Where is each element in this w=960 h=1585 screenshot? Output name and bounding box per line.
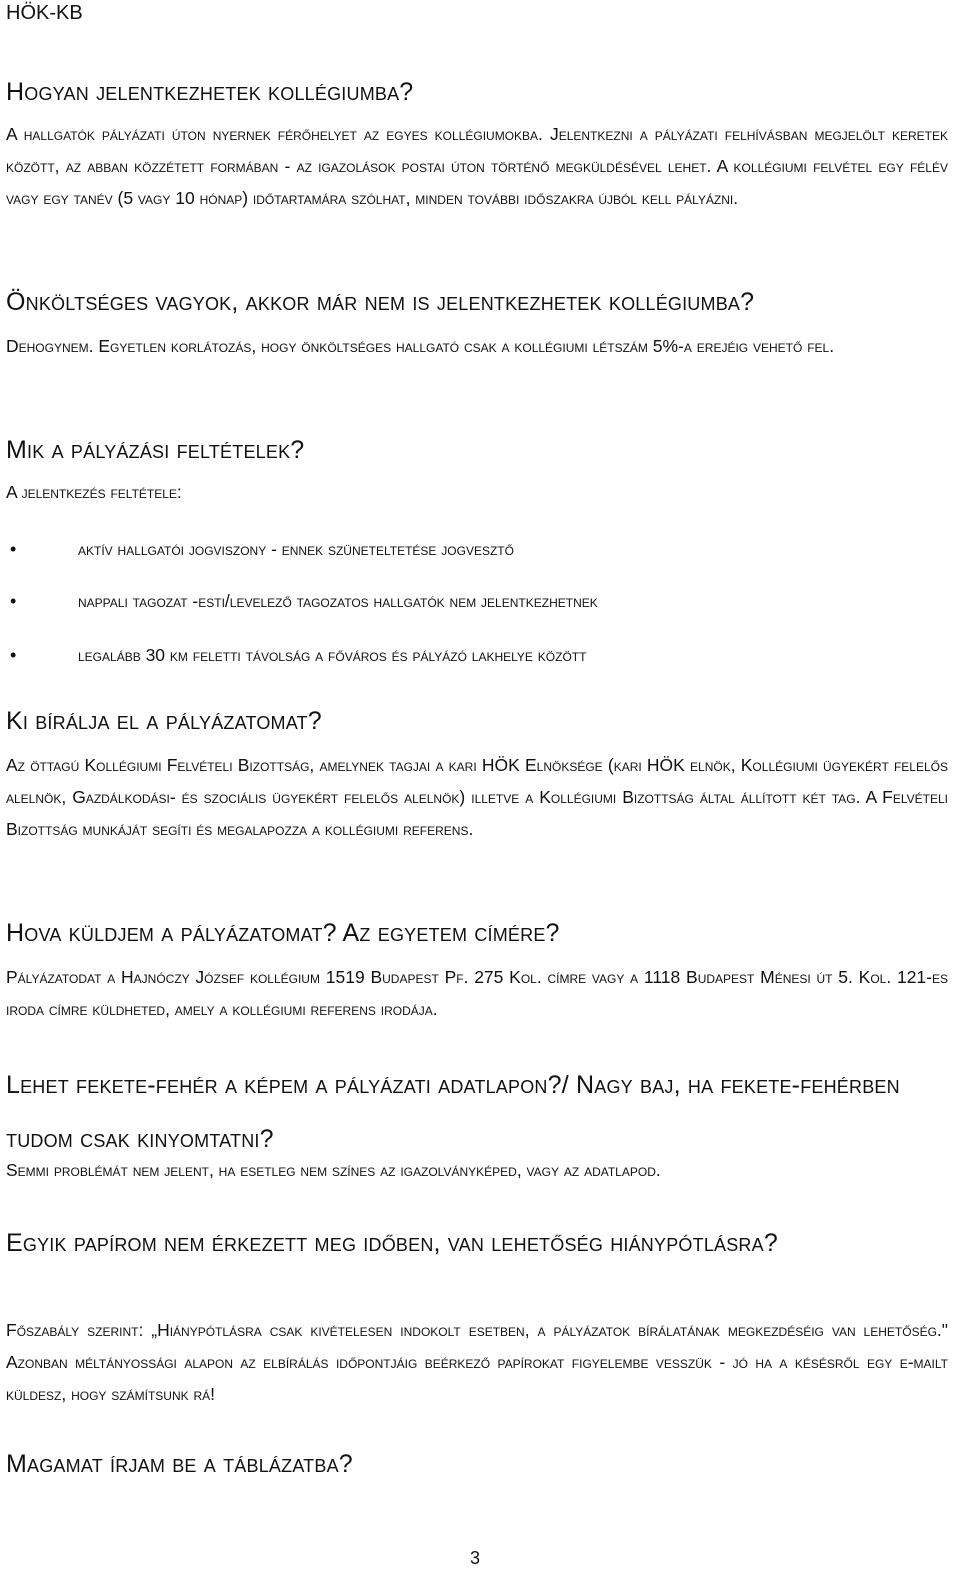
section-body-2: Dehogynem. Egyetlen korlátozás, hogy önköltséges hallgató csak a kollégiumi létszám 5%-a erejéig vehető fel. [6, 336, 835, 356]
list-item-text: aktív hallgatói jogviszony - ennek szüneteltetése jogvesztő [78, 539, 514, 559]
section-heading-4: Ki bírálja el a pályázatomat? [6, 707, 322, 735]
list-item-text: legalább 30 km feletti távolság a főváros és pályázó lakhelye között [78, 645, 587, 665]
section-body-5: Pályázatodat a Hajnóczy József kollégium 1519 Budapest Pf. 275 Kol. címre vagy a 1118 Budapest Ménesi út 5. Kol. 121-es iroda címre küldheted, amely a kollégiumi referens irodája. [6, 967, 948, 1019]
page-number: 3 [469, 1548, 480, 1568]
list-item [6, 534, 948, 564]
list-item [6, 640, 948, 670]
section-heading-2: Önköltséges vagyok, akkor már nem is jelentkezhetek kollégiumba? [6, 288, 755, 316]
section-heading-7: Egyik papírom nem érkezett meg időben, van lehetőség hiánypótlásra? [6, 1229, 778, 1257]
bullet-icon: • [10, 591, 17, 611]
section-heading-3: Mik a pályázási feltételek? [6, 436, 305, 464]
page-header: HÖK-KB [6, 2, 83, 24]
section-body-4: Az öttagú Kollégiumi Felvételi Bizottság, amelynek tagjai a kari HÖK Elnöksége (kari HÖK elnök, Kollégiumi ügyekért felelős alelnök, Gazdálkodási- és szociális ügyekért felelős alelnök) illetve a Kollégiumi Bizottság által állított két tag. A Felvételi Bizottság munkáját segíti és megalapozza a kollégiumi referens. [6, 755, 948, 839]
bullet-icon: • [10, 539, 17, 559]
section-heading-8: Magamat írjam be a táblázatba? [6, 1450, 353, 1478]
section-heading-1: Hogyan jelentkezhetek kollégiumba? [6, 78, 414, 106]
section-body-6: Semmi problémát nem jelent, ha esetleg nem színes az igazolványképed, vagy az adatlapod. [6, 1160, 661, 1180]
list-item-text: nappali tagozat -esti/levelező tagozatos hallgatók nem jelentkezhetnek [78, 591, 598, 611]
section-body-3: A jelentkezés feltétele: [6, 482, 182, 502]
section-body-1: A hallgatók pályázati úton nyernek férőhelyet az egyes kollégiumokba. Jelentkezni a pályázati felhívásban megjelölt keretek között, az abban közzétett formában - az igazolások postai úton történő megküldésével lehet. A kollégiumi felvétel egy félév vagy egy tanév (5 vagy 10 hónap) időtartamára szólhat, minden további időszakra újból kell pályázni. [6, 124, 948, 208]
section-heading-6: Lehet fekete-fehér a képem a pályázati adatlapon?/ Nagy baj, ha fekete-fehérben tudom csak kinyomtatni? [6, 1071, 900, 1153]
section-body-7: Főszabály szerint: „Hiánypótlásra csak kivételesen indokolt esetben, a pályázatok bírálatának megkezdéséig van lehetőség." Azonban méltányossági alapon az elbírálás időpontjáig beérkező papírokat figyelembe vesszük - jó ha a késésről egy e-mailt küldesz, hogy számítsunk rá! [6, 1320, 948, 1404]
section-heading-5: Hova küldjem a pályázatomat? Az egyetem címére? [6, 919, 560, 947]
list-item [6, 586, 948, 616]
bullet-icon: • [10, 645, 17, 665]
